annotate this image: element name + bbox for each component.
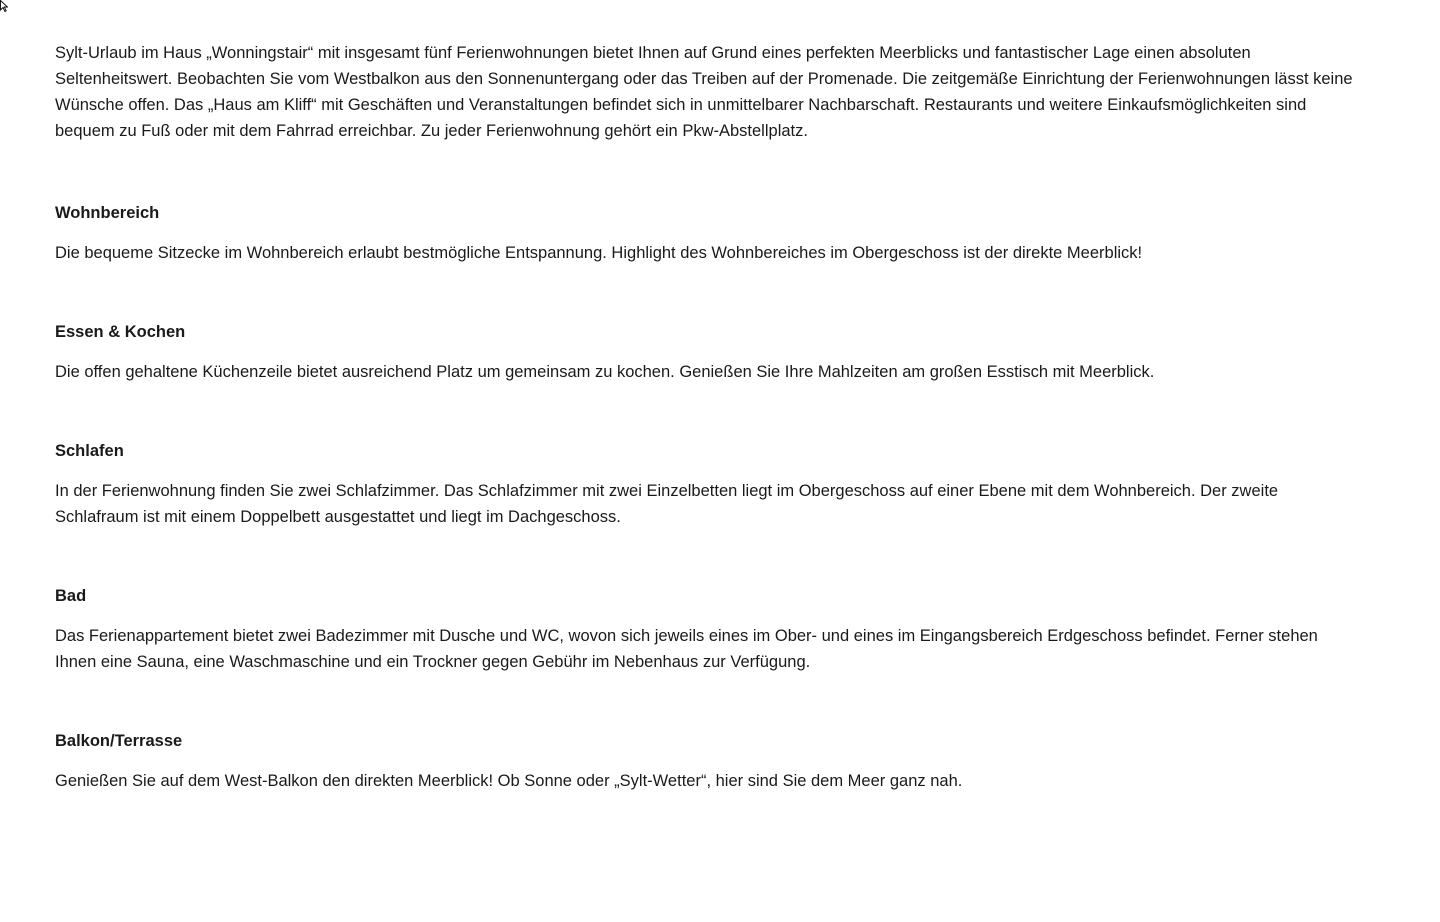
section-balkon-terrasse <box>55 729 1355 794</box>
section-title: Schlafen <box>55 442 124 460</box>
section-title: Essen & Kochen <box>55 323 186 341</box>
intro-paragraph: Sylt-Urlaub im Haus „Wonningstair“ mit insgesamt fünf Ferienwohnungen bietet Ihnen auf Grund eines perfekten Meerblicks und fantastischer Lage einen absoluten Seltenheitswert. Beobachten Sie vom Westbalkon aus den Sonnenuntergang oder das Treiben auf der Promenade. Die zeitgemäße Einrichtung der Ferienwohnungen lässt keine Wünsche offen. Das „Haus am Kliff“ mit Geschäften und Veranstaltungen befindet sich in unmittelbarer Nachbarschaft. Restaurants und weitere Einkaufsmöglichkeiten sind bequem zu Fuß oder mit dem Fahrrad erreichbar. Zu jeder Ferienwohnung gehört ein Pkw-Abstellplatz. <box>55 44 1353 140</box>
section-essen-kochen <box>55 320 1355 385</box>
section-schlafen <box>55 439 1355 530</box>
section-bad <box>55 584 1355 675</box>
section-text: Genießen Sie auf dem West-Balkon den direkten Meerblick! Ob Sonne oder „Sylt-Wetter“, hier sind Sie dem Meer ganz nah. <box>55 772 963 790</box>
section-text: Die offen gehaltene Küchenzeile bietet ausreichend Platz um gemeinsam zu kochen. Genießen Sie Ihre Mahlzeiten am großen Esstisch mit Meerblick. <box>55 363 1155 381</box>
document-body <box>55 40 1355 794</box>
section-text: Die bequeme Sitzecke im Wohnbereich erlaubt bestmögliche Entspannung. Highlight des Wohnbereiches im Obergeschoss ist der direkte Meerblick! <box>55 244 1143 262</box>
section-text: In der Ferienwohnung finden Sie zwei Schlafzimmer. Das Schlafzimmer mit zwei Einzelbetten liegt im Obergeschoss auf einer Ebene mit dem Wohnbereich. Der zweite Schlafraum ist mit einem Doppelbett ausgestattet und liegt im Dachgeschoss. <box>55 482 1279 526</box>
section-title: Wohnbereich <box>55 204 160 222</box>
mouse-cursor-icon <box>0 0 8 12</box>
section-text: Das Ferienappartement bietet zwei Badezimmer mit Dusche und WC, wovon sich jeweils eines im Ober- und eines im Eingangsbereich Erdgeschoss befindet. Ferner stehen Ihnen eine Sauna, eine Waschmaschine und ein Trockner gegen Gebühr im Nebenhaus zur Verfügung. <box>55 627 1318 671</box>
section-wohnbereich <box>55 201 1355 266</box>
section-title: Balkon/Terrasse <box>55 732 183 750</box>
section-title: Bad <box>55 587 87 605</box>
